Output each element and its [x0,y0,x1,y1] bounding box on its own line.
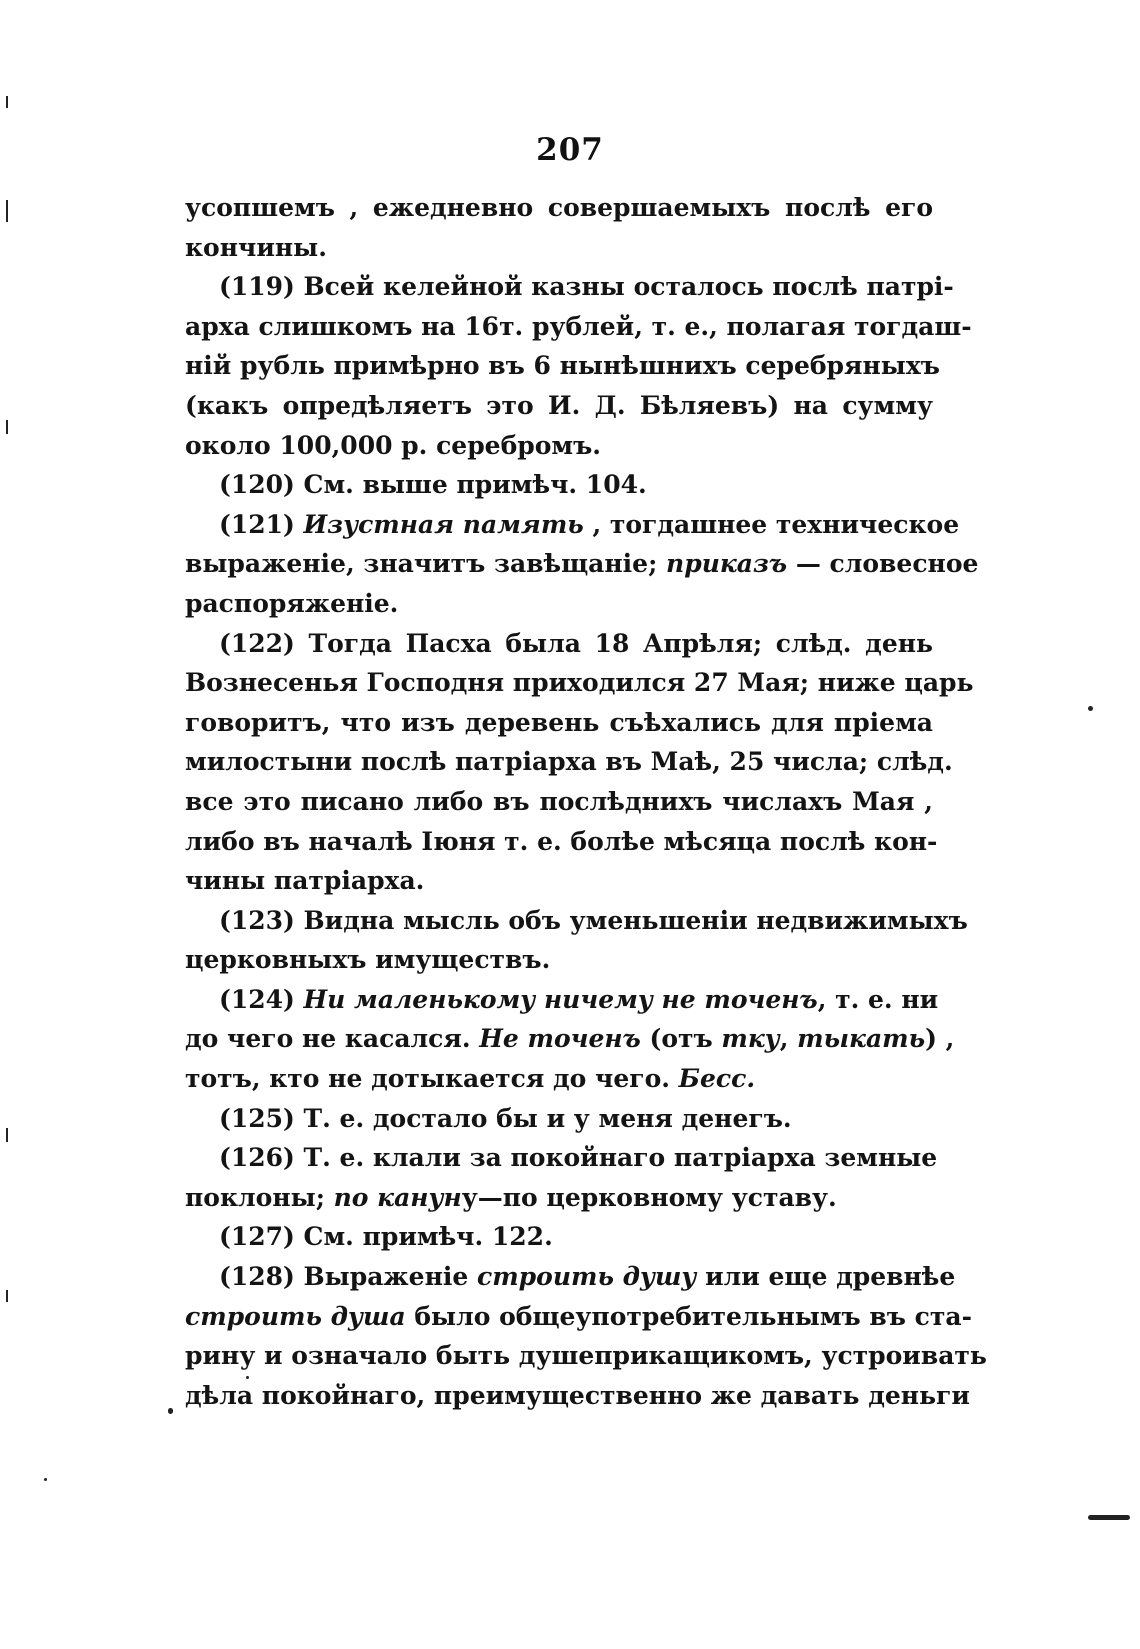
text-segment: (125) Т. е. достало бы и у меня денегъ. [219,1103,792,1133]
scan-mark [6,1290,8,1302]
text-line [185,901,968,941]
text-segment: все это писано либо въ послѣднихъ числахъ Мая , [185,786,933,816]
italic-text: строить душа [185,1301,406,1331]
scan-mark [44,1478,47,1481]
text-segment: , тогдашнее техническое [583,509,960,539]
scan-mark [246,1376,249,1379]
text-segment: , т. е. ни [817,984,939,1014]
text-segment: либо въ началѣ Іюня т. е. болѣе мѣсяца послѣ кон- [185,826,938,856]
text-segment: распоряженіе. [185,588,399,618]
text-segment: (119) Всей келейной казны осталось послѣ патрі- [219,272,954,302]
text-segment: (отъ [640,1024,722,1054]
scan-mark [1088,706,1093,711]
text-segment: (122) Тогда Пасха была 18 Апрѣля; слѣд. день [219,628,933,658]
text-line [185,307,972,347]
text-segment: (120) См. выше примѣч. 104. [219,470,647,500]
text-line [185,1019,955,1059]
text-line [185,1336,987,1376]
text-segment: у—по церковному уставу. [461,1182,837,1212]
text-segment: (какъ опредѣляетъ это И. Д. Бѣляевъ) на сумму [185,390,933,420]
page-text [185,188,987,1415]
italic-text: Бесс. [678,1064,756,1094]
text-segment: говоритъ, что изъ деревень съѣхались для пріема [185,707,933,737]
text-line [185,663,974,703]
text-segment: (128) Выраженіе [219,1262,477,1292]
page-number: 207 [536,132,604,168]
text-segment: милостыни послѣ патріарха въ Маѣ, 25 числа; слѣд. [185,747,953,777]
text-line [185,544,979,584]
text-line [185,228,933,268]
text-line [185,822,938,862]
text-segment: (127) См. примѣч. 122. [219,1222,553,1252]
italic-text: приказъ [666,549,788,579]
italic-text: по канун [333,1182,462,1212]
text-segment: ній рубль примѣрно въ 6 нынѣшнихъ серебряныхъ [185,351,940,381]
text-segment: (124) [219,984,304,1014]
text-segment: до чего не касался. [185,1024,480,1054]
text-segment: — словесное [787,549,979,579]
text-line [185,782,933,822]
text-line [185,1099,933,1139]
text-line [185,188,933,228]
text-segment: тотъ, кто не дотыкается до чего. [185,1064,679,1094]
text-line [185,346,940,386]
italic-text: тку [721,1024,780,1054]
text-line [185,1217,933,1257]
scan-mark [6,420,8,434]
text-segment: около 100,000 р. серебромъ. [185,430,602,460]
text-segment: Вознесенья Господня приходился 27 Мая; ниже царь [185,668,974,698]
italic-text: строить душу [476,1262,697,1292]
text-segment: дѣла покойнаго, преимущественно же давать деньги [185,1380,970,1410]
text-line [185,940,933,980]
text-line [185,505,960,545]
text-line [185,742,953,782]
text-line [185,386,933,426]
text-segment: было общеупотребительнымъ въ ста- [405,1301,972,1331]
text-segment: поклоны; [185,1182,334,1212]
text-line [185,1059,933,1099]
text-line [185,861,933,901]
text-line [185,1376,970,1416]
text-segment: (123) Видна мысль объ уменьшеніи недвижимыхъ [219,905,968,935]
text-segment: (126) Т. е. клали за покойнаго патріарха земные [219,1143,938,1173]
scan-mark [6,1128,8,1142]
text-line [185,1257,956,1297]
text-segment: ) , [925,1024,955,1054]
italic-text: Не точенъ [479,1024,641,1054]
text-line [185,980,939,1020]
scan-mark [6,200,8,222]
italic-text: Изустная память [303,509,584,539]
text-segment: (121) [219,509,304,539]
text-segment: чины патріарха. [185,866,425,896]
text-line [185,584,933,624]
text-segment: или еще древнѣе [696,1262,956,1292]
text-segment: выраженіе, значитъ завѣщаніе; [185,549,667,579]
italic-text: тыкать [797,1024,926,1054]
text-line [185,1297,972,1337]
text-segment: церковныхъ имуществъ. [185,945,551,975]
text-line [185,624,933,664]
text-line [185,1138,938,1178]
text-segment: усопшемъ , ежедневно совершаемыхъ послѣ его [185,193,933,222]
text-segment: кончины. [185,232,327,262]
text-segment: арха слишкомъ на 16т. рублей, т. е., полагая тогдаш- [185,311,972,341]
text-segment: рину и означало быть душеприкащикомъ, устроивать [185,1341,987,1371]
scan-mark [168,1408,173,1414]
text-line [185,1178,933,1218]
scan-mark [1088,1515,1130,1520]
text-line [185,267,954,307]
scan-mark [6,96,8,108]
text-line [185,426,933,466]
text-segment: , [779,1024,798,1054]
italic-text: Ни маленькому ничему не точенъ [303,984,818,1014]
text-line [185,465,933,505]
text-line [185,703,933,743]
